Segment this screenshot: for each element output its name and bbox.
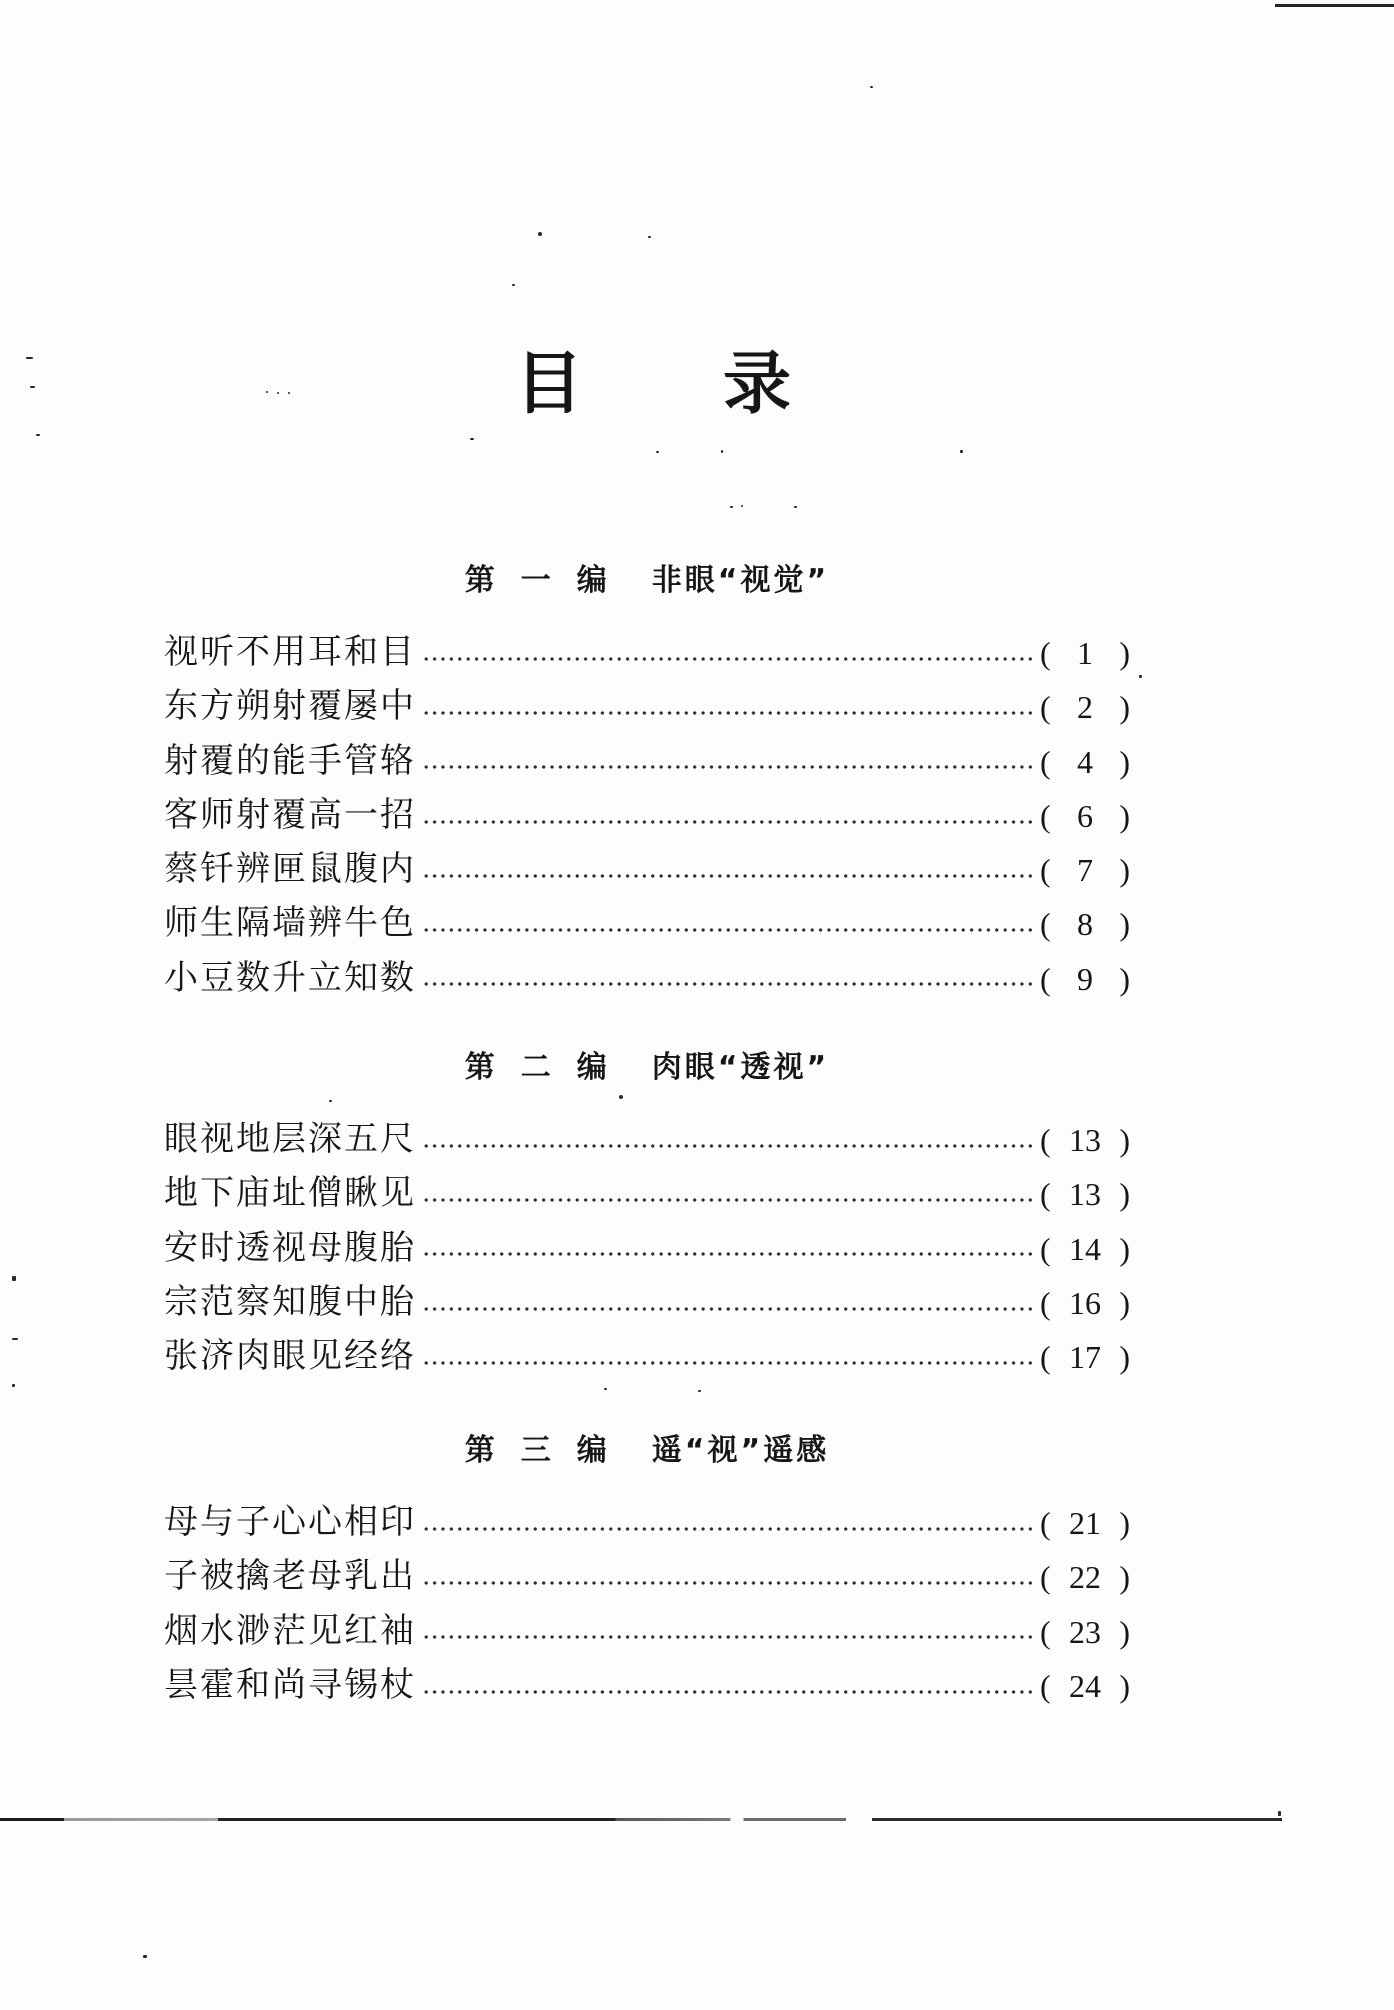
scan-speck bbox=[619, 1095, 623, 1099]
scan-speck bbox=[329, 1100, 332, 1102]
entry-title: 蔡钎辨匣鼠腹内 bbox=[164, 851, 416, 889]
scan-edge-line bbox=[1275, 4, 1394, 7]
page-number: 17 bbox=[1069, 1339, 1101, 1376]
toc-entry bbox=[164, 1550, 1130, 1604]
page-bracket-open: ( bbox=[1040, 1505, 1051, 1541]
page-number: 24 bbox=[1069, 1667, 1101, 1704]
scan-speck bbox=[870, 86, 873, 88]
entry-page-ref bbox=[1040, 680, 1130, 734]
dot-leader bbox=[422, 1659, 1036, 1713]
entry-page-ref bbox=[1040, 735, 1130, 789]
toc-entry bbox=[164, 897, 1130, 951]
entry-page-ref bbox=[1040, 1276, 1130, 1330]
section-heading bbox=[164, 1424, 1130, 1478]
page-number: 16 bbox=[1069, 1284, 1101, 1321]
scan-speck bbox=[538, 232, 542, 236]
page-number: 13 bbox=[1069, 1176, 1101, 1213]
page-bracket-close: ) bbox=[1119, 1339, 1130, 1376]
toc-entry bbox=[164, 735, 1130, 789]
scan-speck bbox=[12, 1338, 18, 1340]
toc-entry bbox=[164, 1113, 1130, 1167]
entry-page-ref bbox=[1040, 1167, 1130, 1221]
dot-leader bbox=[422, 843, 1036, 897]
entry-page-ref bbox=[1040, 1113, 1130, 1167]
page-number: 7 bbox=[1077, 852, 1093, 889]
toc-entry bbox=[164, 1222, 1130, 1276]
dot-leader bbox=[422, 626, 1036, 680]
page-bracket-close: ) bbox=[1119, 1559, 1130, 1596]
page-number: 4 bbox=[1077, 743, 1093, 780]
page-bracket-open: ( bbox=[1040, 635, 1051, 671]
entry-page-ref bbox=[1040, 952, 1130, 1006]
entry-page-ref bbox=[1040, 843, 1130, 897]
scan-speck bbox=[288, 392, 290, 394]
entry-page-ref bbox=[1040, 1222, 1130, 1276]
page-number: 13 bbox=[1069, 1122, 1101, 1158]
dot-leader bbox=[422, 952, 1036, 1006]
page-bracket-close: ) bbox=[1119, 635, 1130, 671]
scan-speck bbox=[730, 506, 733, 508]
entry-page-ref bbox=[1040, 1605, 1130, 1659]
entry-page-ref bbox=[1040, 1330, 1130, 1384]
section-number: 第一编 bbox=[464, 563, 633, 598]
scan-speck bbox=[1278, 1811, 1281, 1816]
page-bracket-open: ( bbox=[1040, 1230, 1051, 1267]
scan-speck bbox=[470, 438, 474, 440]
page-number: 14 bbox=[1069, 1230, 1101, 1267]
scan-speck bbox=[960, 450, 963, 453]
dot-leader bbox=[422, 735, 1036, 789]
page-bracket-open: ( bbox=[1040, 960, 1051, 997]
scan-speck bbox=[604, 1388, 607, 1390]
page-bracket-open: ( bbox=[1040, 1284, 1051, 1321]
scan-speck bbox=[36, 434, 40, 436]
page-title: 目录 bbox=[514, 345, 931, 424]
toc-section-3 bbox=[164, 1424, 1130, 1713]
dot-leader bbox=[422, 1276, 1036, 1330]
page-number: 21 bbox=[1069, 1505, 1101, 1541]
page-bracket-open: ( bbox=[1040, 797, 1051, 834]
page-bracket-open: ( bbox=[1040, 1559, 1051, 1596]
dot-leader bbox=[422, 680, 1036, 734]
scan-speck bbox=[30, 386, 35, 388]
page-number: 6 bbox=[1077, 797, 1093, 834]
scan-speck bbox=[143, 1955, 147, 1958]
entry-title: 母与子心心相印 bbox=[164, 1504, 416, 1541]
section-heading bbox=[164, 1041, 1130, 1095]
scan-bottom-rule bbox=[0, 1818, 1282, 1821]
dot-leader bbox=[422, 898, 1036, 952]
page-bracket-close: ) bbox=[1119, 1613, 1130, 1650]
section-title: 遥“视”遥感 bbox=[651, 1433, 830, 1468]
entry-title: 宗范察知腹中胎 bbox=[164, 1283, 416, 1321]
scan-speck bbox=[741, 505, 743, 507]
scan-speck bbox=[1139, 675, 1142, 678]
toc-entry bbox=[164, 1605, 1130, 1659]
entry-title: 眼视地层深五尺 bbox=[164, 1121, 416, 1158]
page-bracket-open: ( bbox=[1040, 906, 1051, 943]
entry-page-ref bbox=[1040, 789, 1130, 843]
page-number: 1 bbox=[1077, 635, 1093, 671]
page-bracket-close: ) bbox=[1119, 1230, 1130, 1267]
scan-speck bbox=[698, 1390, 701, 1392]
dot-leader bbox=[422, 1167, 1036, 1221]
dot-leader bbox=[422, 1605, 1036, 1659]
page-bracket-close: ) bbox=[1119, 797, 1130, 834]
toc-entry bbox=[164, 1330, 1130, 1384]
scan-speck bbox=[12, 1384, 15, 1387]
page-bracket-open: ( bbox=[1040, 1176, 1051, 1213]
scan-speck bbox=[512, 284, 515, 286]
page-bracket-close: ) bbox=[1119, 906, 1130, 943]
entry-page-ref bbox=[1040, 1659, 1130, 1713]
scan-speck bbox=[656, 451, 659, 453]
scan-speck bbox=[648, 236, 651, 238]
page-bracket-close: ) bbox=[1119, 689, 1130, 726]
toc-section-2 bbox=[164, 1041, 1130, 1384]
entry-title: 师生隔墙辨牛色 bbox=[164, 905, 416, 943]
section-title: 肉眼“透视” bbox=[651, 1050, 830, 1085]
toc-entry bbox=[164, 1276, 1130, 1330]
toc-entry bbox=[164, 680, 1130, 734]
dot-leader bbox=[422, 1550, 1036, 1604]
entry-title: 小豆数升立知数 bbox=[164, 959, 416, 997]
page-bracket-close: ) bbox=[1119, 960, 1130, 997]
scan-speck bbox=[277, 392, 279, 394]
page-number: 22 bbox=[1069, 1559, 1101, 1596]
entry-title: 东方朔射覆屡中 bbox=[164, 688, 416, 726]
toc-entry bbox=[164, 952, 1130, 1006]
page-bracket-open: ( bbox=[1040, 1339, 1051, 1376]
section-number: 第二编 bbox=[464, 1050, 633, 1085]
page-bracket-close: ) bbox=[1119, 1667, 1130, 1704]
entry-title: 客师射覆高一招 bbox=[164, 796, 416, 834]
page-number: 23 bbox=[1069, 1613, 1101, 1650]
dot-leader bbox=[422, 1113, 1036, 1167]
section-heading bbox=[164, 554, 1130, 608]
entry-title: 昙霍和尚寻锡杖 bbox=[164, 1666, 416, 1704]
page-bracket-open: ( bbox=[1040, 1667, 1051, 1704]
scan-speck bbox=[721, 450, 723, 453]
page-bracket-open: ( bbox=[1040, 1613, 1051, 1650]
scan-speck bbox=[266, 391, 268, 393]
page-bracket-close: ) bbox=[1119, 1505, 1130, 1541]
dot-leader bbox=[422, 1330, 1036, 1384]
section-title: 非眼“视觉” bbox=[651, 563, 830, 598]
scan-speck bbox=[794, 506, 797, 508]
page-number: 2 bbox=[1077, 689, 1093, 726]
toc-section-1 bbox=[164, 554, 1130, 1006]
scan-speck bbox=[12, 1276, 16, 1281]
entry-title: 地下庙址僧瞅见 bbox=[164, 1175, 416, 1213]
toc-entry bbox=[164, 1496, 1130, 1550]
toc-entry bbox=[164, 626, 1130, 680]
entry-page-ref bbox=[1040, 897, 1130, 951]
dot-leader bbox=[422, 1222, 1036, 1276]
toc-entry bbox=[164, 843, 1130, 897]
scan-speck bbox=[26, 357, 33, 359]
page-bracket-open: ( bbox=[1040, 1122, 1051, 1158]
page-bracket-close: ) bbox=[1119, 1122, 1130, 1158]
entry-title: 射覆的能手管辂 bbox=[164, 742, 416, 780]
entry-page-ref bbox=[1040, 626, 1130, 680]
entry-title: 视听不用耳和目 bbox=[164, 634, 416, 671]
entry-page-ref bbox=[1040, 1496, 1130, 1550]
entry-title: 烟水渺茫见红袖 bbox=[164, 1612, 416, 1650]
toc-entry bbox=[164, 1659, 1130, 1713]
dot-leader bbox=[422, 1496, 1036, 1550]
toc-entry bbox=[164, 789, 1130, 843]
entry-title: 子被擒老母乳出 bbox=[164, 1558, 416, 1596]
page-bracket-close: ) bbox=[1119, 1284, 1130, 1321]
page-number: 9 bbox=[1077, 960, 1093, 997]
section-number: 第三编 bbox=[464, 1433, 633, 1468]
page-bracket-open: ( bbox=[1040, 852, 1051, 889]
entry-page-ref bbox=[1040, 1550, 1130, 1604]
entry-title: 安时透视母腹胎 bbox=[164, 1229, 416, 1267]
page-bracket-close: ) bbox=[1119, 852, 1130, 889]
page-bracket-open: ( bbox=[1040, 689, 1051, 726]
toc-entry bbox=[164, 1167, 1130, 1221]
page-bracket-open: ( bbox=[1040, 743, 1051, 780]
page-bracket-close: ) bbox=[1119, 1176, 1130, 1213]
dot-leader bbox=[422, 789, 1036, 843]
page-bracket-close: ) bbox=[1119, 743, 1130, 780]
page-number: 8 bbox=[1077, 906, 1093, 943]
entry-title: 张济肉眼见经络 bbox=[164, 1338, 416, 1376]
